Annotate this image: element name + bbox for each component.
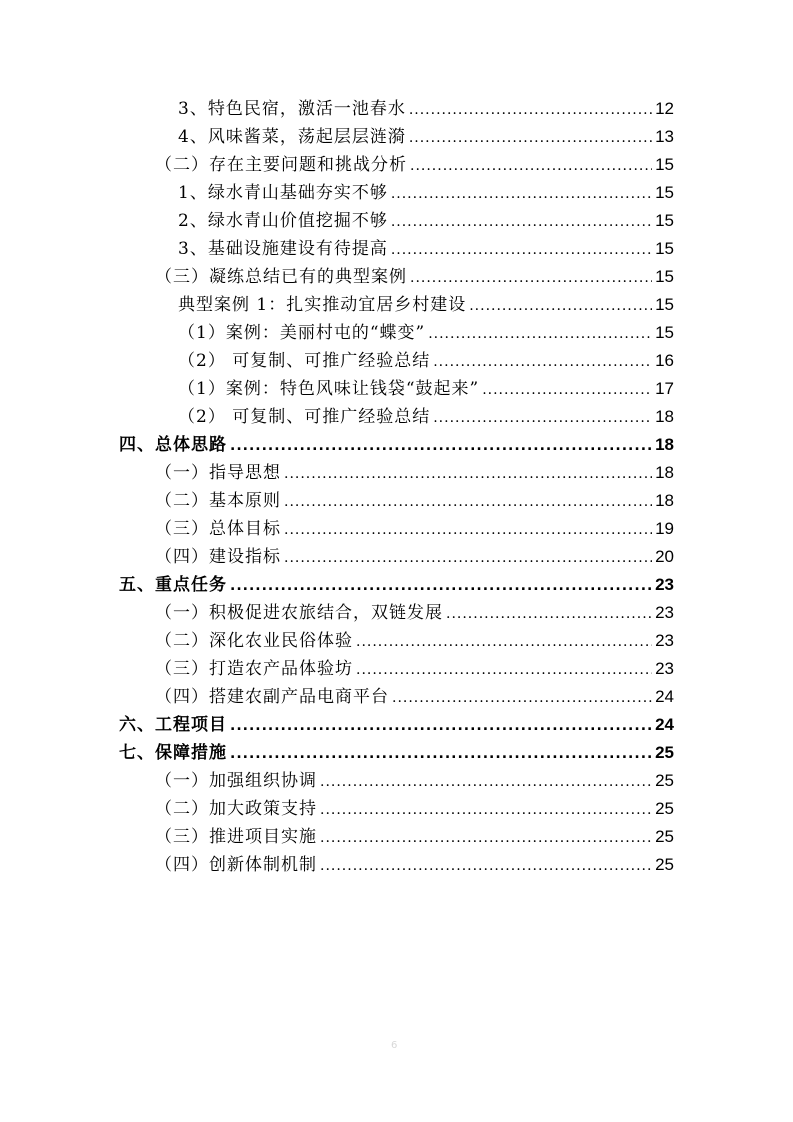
toc-entry-page: 23 <box>655 631 674 650</box>
toc-entry-title: 四、总体思路 <box>119 435 227 455</box>
toc-entry-title: （三）总体目标 <box>155 519 281 539</box>
toc-leader-dots <box>230 740 652 768</box>
toc-entry-page: 23 <box>655 575 674 594</box>
toc-entry-page: 18 <box>655 435 674 454</box>
toc-entry-title: （二）深化农业民俗体验 <box>155 631 353 651</box>
toc-entry[interactable] <box>155 851 674 879</box>
toc-entry-title: （二）加大政策支持 <box>155 799 317 819</box>
toc-entry[interactable] <box>178 207 674 235</box>
toc-entry-title: （二）存在主要问题和挑战分析 <box>155 155 407 175</box>
toc-entry-title: 2、绿水青山价值挖掘不够 <box>178 211 388 231</box>
toc-entry-title: 六、工程项目 <box>119 715 227 735</box>
toc-leader-dots <box>320 768 652 796</box>
toc-leader-dots <box>320 852 652 880</box>
toc-entry-page: 15 <box>655 183 674 202</box>
toc-leader-dots <box>446 600 652 628</box>
toc-leader-dots <box>409 96 652 124</box>
toc-leader-dots <box>482 376 652 404</box>
toc-leader-dots <box>320 796 652 824</box>
toc-entry-title: 4、风味酱菜，荡起层层涟漪 <box>178 127 406 147</box>
toc-entry[interactable] <box>155 767 674 795</box>
toc-entry-page: 15 <box>655 323 674 342</box>
toc-entry-title: （2） 可复制、可推广经验总结 <box>178 351 431 371</box>
toc-entry-page: 25 <box>655 799 674 818</box>
toc-entry-title: （1）案例：美丽村屯的“蝶变” <box>178 323 426 343</box>
toc-entry[interactable] <box>155 795 674 823</box>
toc-entry-page: 15 <box>655 239 674 258</box>
toc-entry-title: （1）案例：特色风味让钱袋“鼓起来” <box>178 379 480 399</box>
toc-entry-title: （四）建设指标 <box>155 547 281 567</box>
toc-entry-title: 1、绿水青山基础夯实不够 <box>178 183 388 203</box>
toc-leader-dots <box>391 180 652 208</box>
toc-leader-dots <box>356 656 652 684</box>
toc-chapter-entry[interactable] <box>119 571 674 599</box>
toc-leader-dots <box>392 684 652 712</box>
toc-leader-dots <box>230 572 652 600</box>
toc-leader-dots <box>409 124 652 152</box>
toc-entry[interactable] <box>155 655 674 683</box>
toc-entry-title: （三）凝练总结已有的典型案例 <box>155 267 407 287</box>
toc-leader-dots <box>469 292 652 320</box>
toc-entry[interactable] <box>155 459 674 487</box>
toc-entry-title: （三）推进项目实施 <box>155 827 317 847</box>
toc-entry[interactable] <box>155 543 674 571</box>
toc-leader-dots <box>410 152 652 180</box>
toc-entry-page: 25 <box>655 827 674 846</box>
toc-entry[interactable] <box>178 179 674 207</box>
toc-entry-page: 25 <box>655 771 674 790</box>
toc-leader-dots <box>230 432 652 460</box>
toc-leader-dots <box>428 320 652 348</box>
toc-entry[interactable] <box>155 487 674 515</box>
toc-entry-title: 3、基础设施建设有待提高 <box>178 239 388 259</box>
toc-entry-page: 23 <box>655 603 674 622</box>
toc-entry-page: 18 <box>655 407 674 426</box>
toc-leader-dots <box>230 712 652 740</box>
page-footer-mark: 6 <box>391 1040 398 1051</box>
toc-chapter-entry[interactable] <box>119 431 674 459</box>
toc-entry[interactable] <box>155 151 674 179</box>
toc-entry-page: 20 <box>655 547 674 566</box>
toc-entry-page: 12 <box>655 99 674 118</box>
toc-leader-dots <box>433 348 652 376</box>
toc-entry[interactable] <box>155 263 674 291</box>
toc-entry[interactable] <box>178 403 674 431</box>
toc-entry[interactable] <box>155 823 674 851</box>
toc-entry[interactable] <box>178 291 674 319</box>
toc-leader-dots <box>284 460 652 488</box>
toc-entry-page: 15 <box>655 267 674 286</box>
toc-entry[interactable] <box>178 95 674 123</box>
toc-entry-title: （四）创新体制机制 <box>155 855 317 875</box>
toc-entry[interactable] <box>178 319 674 347</box>
toc-entry[interactable] <box>178 347 674 375</box>
toc-entry-title: （2） 可复制、可推广经验总结 <box>178 407 431 427</box>
toc-entry-page: 18 <box>655 491 674 510</box>
toc-leader-dots <box>284 544 652 572</box>
toc-leader-dots <box>391 208 652 236</box>
toc-entry[interactable] <box>155 627 674 655</box>
toc-leader-dots <box>320 824 652 852</box>
toc-entry-title: （一）积极促进农旅结合，双链发展 <box>155 603 443 623</box>
toc-entry-page: 24 <box>655 687 674 706</box>
toc-entry-page: 16 <box>655 351 674 370</box>
toc-chapter-entry[interactable] <box>119 739 674 767</box>
toc-leader-dots <box>356 628 652 656</box>
toc-entry-title: （一）加强组织协调 <box>155 771 317 791</box>
toc-entry[interactable] <box>178 123 674 151</box>
toc-entry-page: 25 <box>655 855 674 874</box>
toc-entry-title: 3、特色民宿，激活一池春水 <box>178 99 406 119</box>
toc-entry-page: 15 <box>655 295 674 314</box>
toc-entry-title: 五、重点任务 <box>119 575 227 595</box>
toc-entry-title: （四）搭建农副产品电商平台 <box>155 687 389 707</box>
toc-entry-page: 13 <box>655 127 674 146</box>
toc-entry-page: 17 <box>655 379 674 398</box>
toc-entry-title: （三）打造农产品体验坊 <box>155 659 353 679</box>
toc-entry-page: 24 <box>655 715 674 734</box>
toc-leader-dots <box>391 236 652 264</box>
toc-leader-dots <box>284 516 652 544</box>
toc-entry-page: 15 <box>655 155 674 174</box>
toc-entry[interactable] <box>155 515 674 543</box>
toc-entry-page: 18 <box>655 463 674 482</box>
toc-entry-page: 25 <box>655 743 674 762</box>
toc-entry-page: 23 <box>655 659 674 678</box>
toc-entry-page: 19 <box>655 519 674 538</box>
toc-entry-title: 典型案例 1：扎实推动宜居乡村建设 <box>178 295 467 315</box>
toc-entry-page: 15 <box>655 211 674 230</box>
toc-leader-dots <box>410 264 652 292</box>
toc-entry-title: （一）指导思想 <box>155 463 281 483</box>
toc-entry[interactable] <box>178 235 674 263</box>
toc-entry-title: 七、保障措施 <box>119 743 227 763</box>
toc-chapter-entry[interactable] <box>119 711 674 739</box>
toc-leader-dots <box>284 488 652 516</box>
toc-entry[interactable] <box>155 683 674 711</box>
toc-entry[interactable] <box>178 375 674 403</box>
toc-entry-title: （二）基本原则 <box>155 491 281 511</box>
toc-leader-dots <box>433 404 652 432</box>
toc-entry[interactable] <box>155 599 674 627</box>
